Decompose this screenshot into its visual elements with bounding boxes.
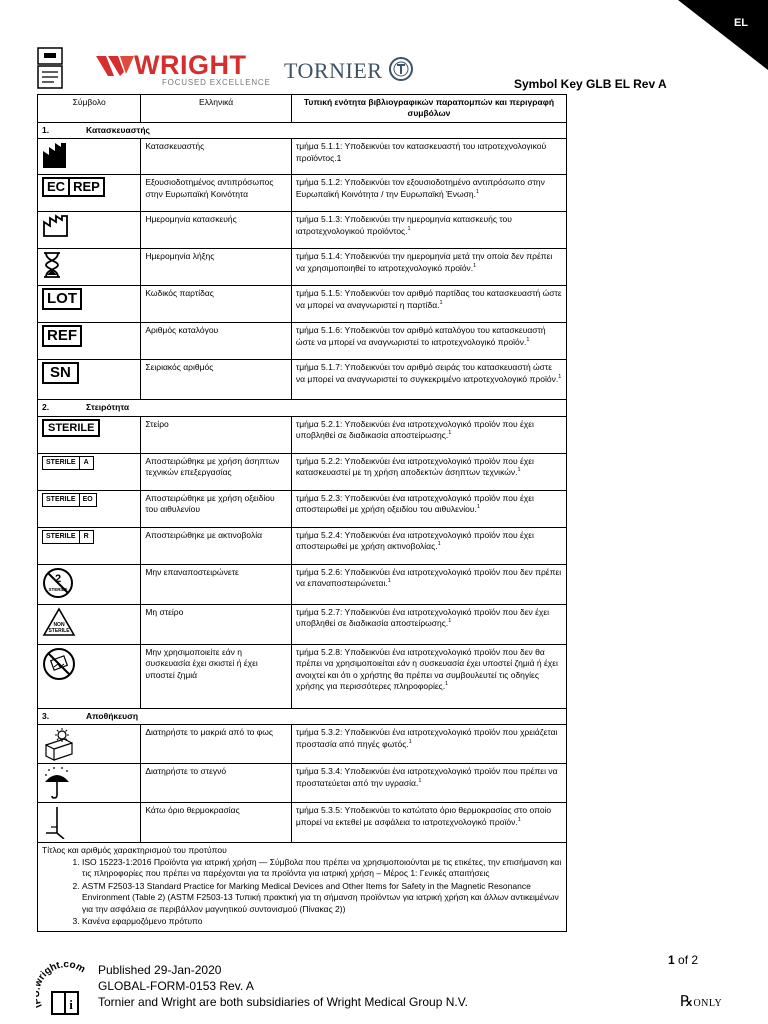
ec-rep-icon: EC REP (42, 177, 105, 197)
ref-icon: REF (42, 325, 82, 347)
document-icon (36, 46, 64, 90)
wright-tagline: FOCUSED EXCELLENCE (162, 78, 271, 87)
lower-temperature-limit-icon (42, 805, 72, 839)
sterile-icon: STERILE (42, 419, 100, 437)
ifu-logo (36, 962, 96, 1018)
form-number: GLOBAL-FORM-0153 Rev. A (98, 979, 254, 993)
table-row: 2 STERILE Μην επαναποστειρώνετε τμήμα 5.2.6: Υποδεικνύει ένα ιατροτεχνολογικό προϊόν που δεν πρέπει να επαναποστειρώνεται.$^1$ (38, 564, 567, 604)
header (36, 44, 736, 94)
tornier-brand: TORNIER (284, 58, 383, 83)
date-of-manufacture-icon (42, 214, 76, 238)
svg-text:2: 2 (54, 572, 62, 585)
section-row: 3. Αποθήκευση (38, 708, 567, 724)
section-title: Αποθήκευση (86, 710, 139, 721)
serial-number-icon: SN (42, 362, 79, 384)
page-footer (36, 953, 736, 1022)
list-item: 3. Κανένα εφαρμοζόμενο πρότυπο (82, 916, 562, 927)
section-title: Κατασκευαστής (86, 124, 150, 135)
table-row: Κατασκευαστής τμήμα 5.1.1: Υποδεικνύει τον κατασκευαστή του ιατροτεχνολογικού προϊόντος.1 (38, 139, 567, 175)
manufacturer-icon (42, 141, 72, 169)
table-row: STERILE Στείρο τμήμα 5.2.1: Υποδεικνύει ένα ιατροτεχνολογικό προϊόν που έχει υποβληθεί σε διαδικασία αποστείρωσης.$^1$ (38, 416, 567, 453)
lot-icon: LOT (42, 288, 82, 310)
publication-info (98, 962, 468, 1010)
symbol-table (37, 94, 567, 932)
svg-text:i: i (69, 997, 73, 1012)
non-sterile-icon (42, 607, 76, 637)
table-row: EC REP Εξουσιοδοτημένος αντιπρόσωπος στην Ευρωπαϊκή Κοινότητα τμήμα 5.1.2: Υποδεικνύει τον εξουσιοδοτημένο αντιπρόσωπο στην Ευρωπαϊκή Κοινότητα / την Ευρωπαϊκή Ένωση.$^1$ (38, 175, 567, 212)
sterile-radiation-icon: STERILE R (42, 530, 94, 544)
damaged-package-icon (42, 647, 76, 681)
table-row: Ημερομηνία κατασκευής τμήμα 5.1.3: Υποδεικνύει την ημερομηνία κατασκευής του ιατροτεχνολογικού προϊόντος.$^1$ (38, 212, 567, 249)
section-row: 2. Στειρότητα (38, 400, 567, 416)
table-row: Ημερομηνία λήξης τμήμα 5.1.4: Υποδεικνύει την ημερομηνία μετά την οποία δεν πρέπει να χρησιμοποιηθεί το ιατροτεχνολογικό προϊόν.$^1$ (38, 249, 567, 286)
svg-text:NON: NON (53, 621, 65, 628)
wright-brand: WRIGHT (134, 50, 247, 80)
subsidiaries-note: Tornier and Wright are both subsidiaries of Wright Medical Group N.V. (98, 995, 468, 1009)
section-row: 1. Κατασκευαστής (38, 122, 567, 138)
column-header-symbol: Σύμβολο (38, 95, 141, 123)
tornier-emblem-icon (388, 56, 414, 82)
list-item: 1. ISO 15223-1:2016 Προϊόντα για ιατρική χρήση — Σύμβολα που πρέπει να χρησιμοποιούνται με τις ετικέτες, την επισήμανση και τις πληροφορίες που πρέπει να παρέχονται για τα προϊόντα για ιατρική χρήση – Μέρος 1: Γενικές απαιτήσεις (82, 857, 562, 880)
page-number: 1 of 2 (668, 953, 699, 967)
rx-only: ℞ONLY (680, 994, 723, 1010)
table-row: REF Αριθμός καταλόγου τμήμα 5.1.6: Υποδεικνύει τον αριθμό καταλόγου του κατασκευαστή ώστε να μπορεί να αναγνωριστεί το ιατροτεχνολογικό προϊόν.$^1$ (38, 323, 567, 360)
column-header-description: Τυπική ενότητα βιβλιογραφικών παραπομπών και περιγραφή συμβόλων (291, 95, 566, 123)
standards-intro: Τίτλος και αριθμός χαρακτηρισμού του προτύπου (42, 845, 227, 856)
keep-away-from-sunlight-icon (42, 727, 76, 761)
svg-text:STERILE: STERILE (48, 586, 68, 592)
section-title: Στειρότητα (86, 402, 130, 413)
table-row: STERILE R Αποστειρώθηκε με ακτινοβολία τμήμα 5.2.4: Υποδεικνύει ένα ιατροτεχνολογικό προϊόν που έχει αποστειρωθεί με χρήση ακτινοβολίας.$^1$ (38, 527, 567, 564)
table-row: SN Σειριακός αριθμός τμήμα 5.1.7: Υποδεικνύει τον αριθμό σειράς του κατασκευαστή ώστε να μπορεί να αναγνωριστεί το συγκεκριμένο ιατροτεχνολογικό προϊόν.$^1$ (38, 360, 567, 400)
table-row: STERILE A Αποστειρώθηκε με χρήση άσηπτων τεχνικών επεξεργασίας τμήμα 5.2.2: Υποδεικνύει ένα ιατροτεχνολογικό προϊόν που έχει κατασκευαστεί με τη χρήση αποδεκτών άσηπτων τεχνικών.$^1$ (38, 453, 567, 490)
hourglass-icon (42, 251, 62, 279)
sterile-aseptic-icon: STERILE A (42, 456, 94, 470)
published-date: Published 29-Jan-2020 (98, 963, 222, 977)
table-row: Διατηρήστε το μακριά από το φως τμήμα 5.3.2: Υποδεικνύει ένα ιατροτεχνολογικό προϊόν που χρειάζεται προστασία από πηγές φωτός.$^1$ (38, 725, 567, 764)
table-row: NON STERILE Μη στείρο τμήμα 5.2.7: Υποδεικνύει ένα ιατροτεχνολογικό προϊόν που δεν έχει υποβληθεί σε διαδικασία αποστείρωσης.$^1$ (38, 604, 567, 644)
list-item: 2. ASTM F2503-13 Standard Practice for Marking Medical Devices and Other Items for Safety in the Magnetic Resonance Environment (Table 2) (ASTM F2503-13 Τυπική πρακτική για τη σήμανση προϊόντων για ιατρική χρήση και άλλων αντικειμένων για την ασφάλεια σε περιβάλλον μαγνητικού συντονισμού (Πίνακας 2)) (82, 881, 562, 915)
table-row: Κάτω όριο θερμοκρασίας τμήμα 5.3.5: Υποδεικνύει το κατώτατο όριο θερμοκρασίας στο οποίο μπορεί να εκτεθεί με ασφάλεια το ιατροτεχνολογικό προϊόν.$^1$ (38, 803, 567, 843)
wright-w-icon (96, 52, 136, 80)
svg-text:STERILE: STERILE (48, 627, 70, 634)
sterile-eo-icon: STERILE EO (42, 493, 97, 507)
standards-list (42, 857, 562, 928)
rx-icon: ℞ (680, 994, 694, 1010)
language-code: EL (733, 17, 748, 29)
keep-dry-umbrella-icon (42, 766, 72, 800)
table-row: Μην χρησιμοποιείτε εάν η συσκευασία έχει σκιστεί ή έχει υποστεί ζημιά τμήμα 5.2.8: Υποδεικνύει ένα ιατροτεχνολογικό προϊόν που δεν θα πρέπει να χρησιμοποιείται εάν η συσκευασία έχει υποστεί ζημιά ή έχει ανοιχτεί και ότι ο χρήστης θα πρέπει να συμβουλευτεί τις οδηγίες χρήσης για περισσότερες πληροφορίες.$^1$ (38, 644, 567, 708)
table-row: STERILE EO Αποστειρώθηκε με χρήση οξειδίου του αιθυλενίου τμήμα 5.2.3: Υποδεικνύει ένα ιατροτεχνολογικό προϊόν που έχει αποστειρωθεί με χρήση οξειδίου του αιθυλενίου.$^1$ (38, 490, 567, 527)
table-header-row (38, 95, 567, 123)
column-header-greek: Ελληνικά (141, 95, 292, 123)
table-row: Διατηρήστε το στεγνό τμήμα 5.3.4: Υποδεικνύει ένα ιατροτεχνολογικό προϊόν που πρέπει να προστατεύεται από την υγρασία.$^1$ (38, 764, 567, 803)
table-row: LOT Κωδικός παρτίδας τμήμα 5.1.5: Υποδεικνύει τον αριθμό παρτίδας του κατασκευαστή ώστε να μπορεί να αναγνωριστεί η παρτίδα.$^1$ (38, 286, 567, 323)
symbol-key-title: Symbol Key GLB EL Rev A (514, 77, 667, 91)
standards-footer-row (38, 843, 567, 931)
svg-text:IFU.wright.com: right.com (36, 962, 87, 982)
do-not-resterilize-icon (42, 567, 74, 599)
